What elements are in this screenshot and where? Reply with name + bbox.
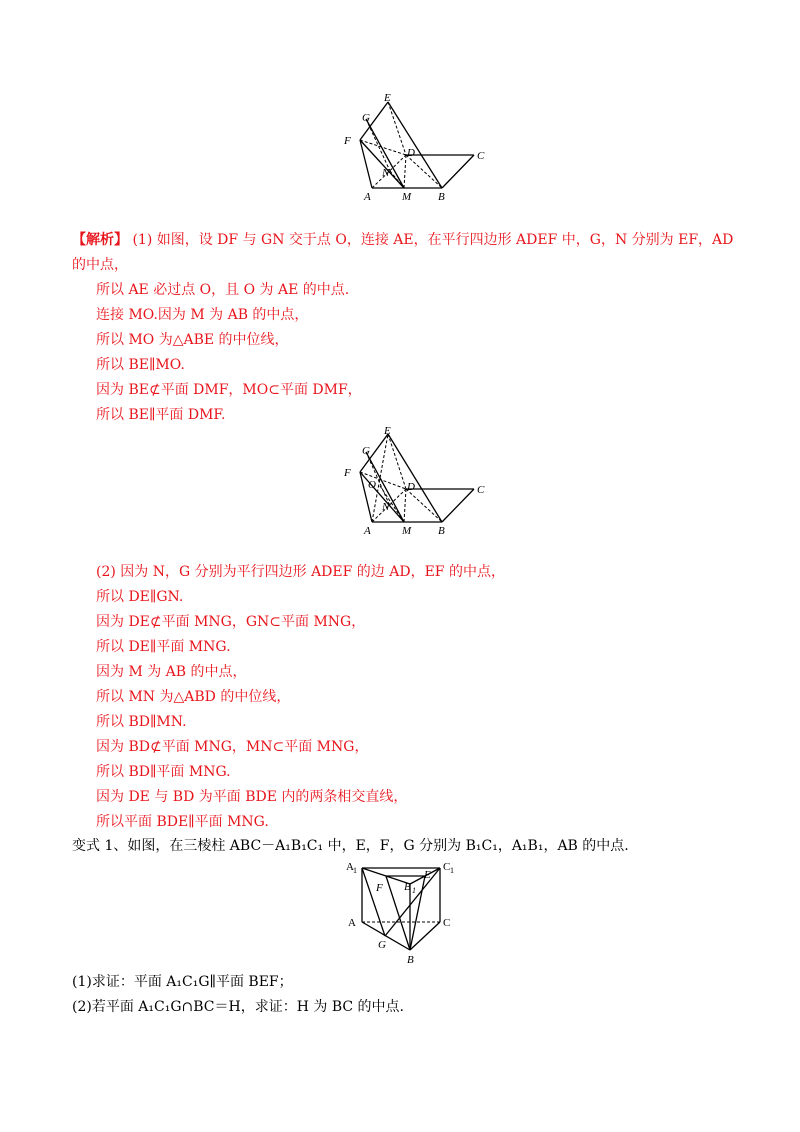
analysis-line-6: 所以 BE∥MO. [96,357,185,373]
analysis2-line-9: 所以 BD∥平面 MNG. [96,764,231,780]
fig1-label-B: B [438,191,445,203]
fig2-label-D: D [407,481,415,493]
analysis-line-4: 连接 MO.因为 M 为 AB 的中点， [96,307,309,323]
analysis2-line-7: 所以 BD∥MN. [96,714,187,730]
fig3-label-A1: A [346,861,354,873]
fig3-label-B1: B [404,881,411,893]
fig2-label-C: C [477,484,485,496]
analysis-line-3: 所以 AE 必过点 O，且 O 为 AE 的中点. [96,282,350,298]
fig3-label-B: B [407,954,414,966]
analysis2-line-1: (2) 因为 N，G 分别为平行四边形 ADEF 的边 AD，EF 的中点， [96,564,505,580]
variant-question-1: (1)求证：平面 A₁C₁G∥平面 BEF； [72,974,293,990]
analysis2-line-10: 因为 DE 与 BD 为平面 BDE 内的两条相交直线， [96,789,408,805]
figure-2-svg [336,424,496,540]
fig2-label-B: B [438,525,445,537]
analysis2-line-8: 因为 BD⊄平面 MNG，MN⊂平面 MNG， [96,739,369,755]
analysis2-line-5: 因为 M 为 AB 的中点， [96,664,247,680]
fig1-label-N: N [382,167,390,179]
analysis-line-5: 所以 MO 为△ABE 的中位线， [96,332,289,348]
fig3-label-F: F [376,882,383,894]
fig1-label-F: F [344,135,351,147]
figure-1-svg [336,92,496,208]
fig2-label-O: O [368,479,376,491]
analysis-tag: 【解析】 [72,232,128,248]
fig1-label-A: A [364,191,371,203]
fig3-label-G: G [378,939,386,951]
analysis-line-7: 因为 BE⊄平面 DMF，MO⊂平面 DMF， [96,382,362,398]
figure-3 [340,856,460,968]
analysis-line-1: 【解析】 (1) 如图，设 DF 与 GN 交于点 O，连接 AE，在平行四边形 ADEF 中，G，N 分别为 EF，AD [72,232,734,248]
fig3-label-C: C [443,917,451,929]
analysis2-line-4: 所以 DE∥平面 MNG. [96,639,231,655]
fig1-label-D: D [407,147,415,159]
fig3-label-E: E [424,869,431,881]
variant-intro: 变式 1、如图，在三棱柱 ABC－A₁B₁C₁ 中，E，F，G 分别为 B₁C₁，A₁B₁，AB 的中点. [72,838,629,854]
figure-2 [336,424,496,540]
analysis2-line-11: 所以平面 BDE∥平面 MNG. [96,814,269,830]
fig2-label-G: G [362,445,370,457]
analysis2-line-6: 所以 MN 为△ABD 的中位线， [96,689,291,705]
fig1-label-C: C [477,150,485,162]
analysis-line-8: 所以 BE∥平面 DMF. [96,407,226,423]
figure-3-svg [340,856,460,968]
variant-question-2: (2)若平面 A₁C₁G∩BC＝H，求证：H 为 BC 的中点. [72,999,404,1015]
fig3-sub-A1: 1 [353,866,357,875]
fig3-label-C1: C [443,861,451,873]
analysis2-line-3: 因为 DE⊄平面 MNG，GN⊂平面 MNG， [96,614,366,630]
fig1-label-G: G [362,112,370,124]
fig2-label-F: F [344,467,351,479]
analysis2-line-2: 所以 DE∥GN. [96,589,184,605]
fig3-sub-B1: 1 [412,886,416,895]
analysis-line-2: 的中点， [72,257,128,273]
fig3-label-A: A [348,917,356,929]
figure-1 [336,92,496,208]
fig2-label-E: E [384,425,391,437]
fig2-label-N: N [382,501,390,513]
fig1-label-E: E [384,92,391,104]
fig3-sub-C1: 1 [450,866,454,875]
fig2-label-A: A [364,525,371,537]
fig1-label-M: M [402,191,412,203]
fig2-label-M: M [402,525,412,537]
